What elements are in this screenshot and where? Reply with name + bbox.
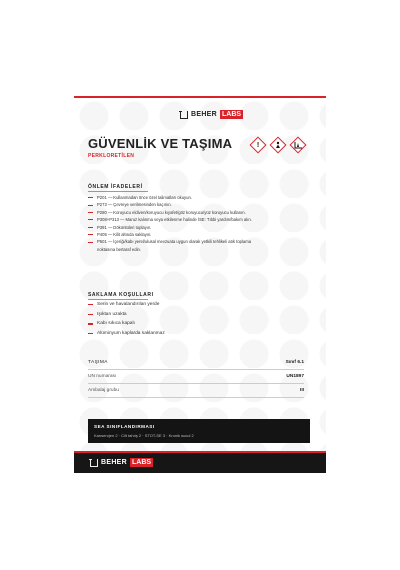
list-item: P280 — Koruyucu eldiven/koruyucu kıyafet/göz koruyucu/yüz koruyucu kullanın. bbox=[88, 209, 268, 216]
pack-value: III bbox=[300, 388, 304, 393]
table-row bbox=[88, 384, 304, 398]
pack-label: Ambalaj grubu bbox=[88, 388, 119, 393]
list-item: P391 — Döküntüleri toplayın. bbox=[88, 224, 268, 231]
sea-value: Kanserojen 2 · Cilt tahriş 2 · STOT-SE 3 · Kronik sucul 2 bbox=[94, 433, 194, 438]
transport-label: TAŞIMA bbox=[88, 360, 108, 365]
storage-heading: SAKLAMA KOŞULLARI bbox=[88, 292, 154, 298]
brand-suffix: LABS bbox=[222, 111, 242, 118]
health-hazard-icon bbox=[269, 136, 287, 154]
precautions-list bbox=[88, 194, 268, 253]
un-value: UN1897 bbox=[286, 374, 304, 379]
table-row bbox=[88, 370, 304, 384]
list-item: P405 — Kilit altında saklayın. bbox=[88, 231, 268, 238]
sea-title: SEA SINIFLANDIRMASI bbox=[94, 424, 155, 429]
list-item: P273 — Çevreye verilmesinden kaçının. bbox=[88, 201, 268, 208]
list-item: Serin ve havalandırılan yerde bbox=[88, 300, 268, 310]
product-name: PERKLORETİLEN bbox=[88, 153, 135, 159]
list-item: Alüminyum kaplarda saklanmaz bbox=[88, 329, 268, 339]
brand-logo bbox=[180, 110, 243, 119]
brand-name: BEHER bbox=[191, 111, 218, 118]
list-item: P501 — İçeriği/kabı yerel/ulusal mevzuata uygun olarak yetkili tehlikeli atık toplama noktasına bertaraf edin. bbox=[88, 238, 268, 253]
un-label: UN numarası bbox=[88, 374, 117, 379]
brand-name: BEHER bbox=[101, 459, 128, 466]
beaker-icon bbox=[90, 459, 98, 467]
exclamation-icon: ! bbox=[249, 136, 267, 154]
top-accent-bar bbox=[74, 96, 326, 98]
list-item: P308+P313 — Maruz kalınma veya etkilenme halinde İSE: Tıbbi yardım/bakım alın. bbox=[88, 216, 268, 223]
precautions-heading: ÖNLEM İFADELERİ bbox=[88, 184, 143, 190]
divider bbox=[88, 191, 148, 192]
list-item: Işıktan uzakta bbox=[88, 310, 268, 320]
footer bbox=[74, 451, 326, 473]
sea-classification-box bbox=[88, 419, 310, 443]
transport-class: Sınıf 6.1 bbox=[285, 360, 304, 365]
footer-accent-line bbox=[74, 451, 326, 453]
list-item: P201 — Kullanmadan önce özel talimatları okuyun. bbox=[88, 194, 268, 201]
safety-sheet bbox=[74, 96, 326, 473]
table-row bbox=[88, 356, 304, 370]
beaker-icon bbox=[180, 111, 188, 119]
list-item: Kabı sıkıca kapalı bbox=[88, 319, 268, 329]
footer-logo bbox=[90, 458, 153, 467]
brand-suffix: LABS bbox=[132, 459, 152, 466]
storage-list bbox=[88, 300, 268, 338]
ghs-pictograms bbox=[249, 136, 307, 154]
transport-table bbox=[88, 356, 304, 398]
environment-icon bbox=[289, 136, 307, 154]
page-title: GÜVENLİK VE TAŞIMA bbox=[88, 136, 233, 151]
